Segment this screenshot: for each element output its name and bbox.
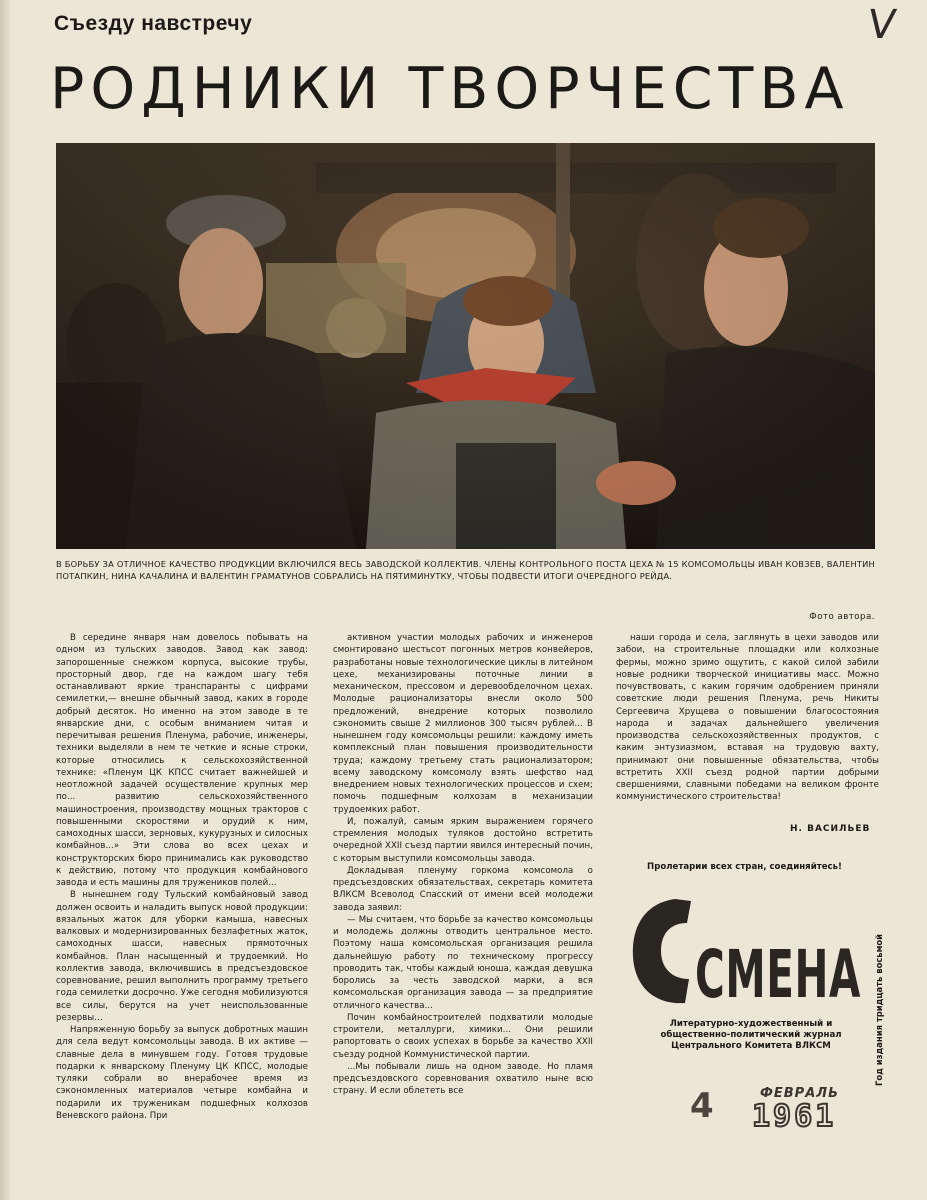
paragraph: В нынешнем году Тульский комбайновый завод должен освоить и наладить выпуск новой продукции: вязальных жаток для уборки камыша, навесных валковых и модернизированных безлафетных жаток, самоходных шасси, навесных прямоточных комбайнов. План насыщенный и трудоемкий. Но коллектив завода, включившись в предсъездовское соревнование, решил выполнить программу третьего года семилетки досрочно. Уже сегодня мобилизуются все силы, берутся на учет неиспользованные резервы... (56, 890, 308, 1023)
paragraph: наши города и села, заглянуть в цехи заводов или забои, на строительные площадки или колхозные фермы, можно зримо ощутить, с какой силой забили новые родники творческой инициативы масс. Можно почувствовать, с каким горячим одобрением приняли советские люди решения Пленума, речь Никиты Сергеевича Хрущева о повышении благосостояния народа и задачах дальнейшего увеличения производства сельскохозяйственных продуктов, с каким энтузиазмом, вставая на трудовую вахту, принимают они повышенные обязательства, чтобы встретить XXII съезд родной партии добрыми свершениями, славными победами на великом фронте коммунистического строительства! (616, 633, 879, 803)
section-kicker: Съезду навстречу (54, 12, 253, 35)
paragraph: активном участии молодых рабочих и инженеров смонтировано шестьсот погонных метров конвейеров, разработаны новые технологические циклы в литейном цехе, механизированы поточные линии в механическом, прессовом и деревообделочном цехах. Молодые рационализаторы внесли около 500 предложений, внедрение которых позволило сэкономить свыше 2 миллионов 300 тысяч рублей... В нынешнем году комсомольцы решили: каждому иметь комплексный план повышения производительности труда; каждому третьему стать рационализатором; всему заводскому комсомолу взять шефство над внедрением новых технологических процессов и схем; помочь подшефным колхозам в механизации трудоемких работ. (333, 633, 593, 815)
logo-text: СМЕНА (695, 936, 861, 1011)
journal-description: Литературно-художественный и общественно-политический журнал Центрального Комитета ВЛКСМ (660, 1019, 842, 1051)
article-column-2 (333, 632, 593, 1098)
page-edge (0, 0, 10, 1200)
workers-photo-illustration (56, 143, 875, 549)
paragraph: Почин комбайностроителей подхватили молодые строители, металлурги, химики... Они решили рапортовать о своих успехах в борьбе за качество XXII съезду родной Коммунистической партии. (333, 1012, 593, 1060)
photo-credit: Фото автора. (809, 612, 875, 622)
article-column-3 (616, 632, 879, 804)
masthead-slogan: Пролетарии всех стран, соединяйтесь! (647, 862, 842, 872)
publication-year-note: Год издания тридцать восьмой (874, 933, 884, 1086)
paragraph: И, пожалуй, самым ярким выражением горячего стремления молодых туляков достойно встретить очередной XXII съезд партии явился интересный почин, с которым выступили комсомольцы завода. (333, 816, 593, 864)
handwritten-checkmark: V (864, 2, 899, 48)
smena-logo (627, 893, 867, 1015)
issue-number: 4 (690, 1086, 714, 1126)
paragraph: Докладывая пленуму горкома комсомола о предсъездовских обязательствах, секретарь комитета ВЛКСМ Всеволод Спасский от имени всей молодежи завода заявил: (333, 865, 593, 913)
paragraph: Напряженную борьбу за выпуск добротных машин для села ведут комсомольцы завода. В их активе — славные дела в минувшем году. Готовя трудовые подарки к январскому Пленуму ЦК КПСС, молодые туляки собрали во внерабочее время из сэкономленных материалов четыре комбайна и подарили их труженикам подшефных колхозов Веневского района. При (56, 1025, 308, 1121)
paragraph: — Мы считаем, что борьбе за качество комсомольцы и молодежь должны отводить центральное место. Поэтому наша комсомольская организация решила дальнейшую работу по техническому прогрессу проводить так, чтобы каждый юноша, каждая девушка боролись за честь заводской марки, а вся комсомольская организация завода — за предприятие отличного качества... (333, 914, 593, 1011)
article-headline: РОДНИКИ ТВОРЧЕСТВА (50, 56, 850, 122)
article-column-1 (56, 632, 308, 1122)
issue-year: 1961 (752, 1099, 837, 1134)
paragraph: ...Мы побывали лишь на одном заводе. Но пламя предсъездовского соревнования охватило ныне всю страну. И если облететь все (333, 1061, 593, 1097)
issue-month: ФЕВРАЛЬ (760, 1086, 839, 1101)
paragraph: В середине января нам довелось побывать на одном из тульских заводов. Завод как завод: запорошенные снежком корпуса, высокие трубы, просторный двор, где на каждом шагу тебя останавливают яркие транспаранты с цифрами семилетки,— внешне обычный завод, каких в городе добрый десяток. Но именно на этом заводе в те январские дни, с особым вниманием читая и перечитывая решения Пленума, рабочие, инженеры, техники выделяли в нем те четкие и ясные строки, которые относились к сельскохозяйственной технике: «Пленум ЦК КПСС считает важнейшей и неотложной задачей осуществление крупных мер по... развитию сельскохозяйственного машиностроения, производству мощных тракторов с повышенными скоростями и орудий к ним, самоходных шасси, зерновых, кукурузных и силосных комбайнов...» Эти слова во всех цехах и конструкторских бюро принимались как руководство к действию, потому что продукция комбайнового завода и есть машины для тружеников полей... (56, 633, 308, 888)
photo-caption: В БОРЬБУ ЗА ОТЛИЧНОЕ КАЧЕСТВО ПРОДУКЦИИ ВКЛЮЧИЛСЯ ВЕСЬ ЗАВОДСКОЙ КОЛЛЕКТИВ. ЧЛЕНЫ КОНТРОЛЬНОГО ПОСТА ЦЕХА № 15 КОМСОМОЛЬЦЫ ИВАН КОВЗЕВ, ВАЛЕНТИН ПОТАПКИН, НИНА КАЧАЛИНА И ВАЛЕНТИН ГРАМАТУНОВ СОБРАЛИСЬ НА ПЯТИМИНУТКУ, ЧТОБЫ ПОДВЕСТИ ИТОГИ ОЧЕРЕДНОГО РЕЙДА. (56, 559, 875, 581)
author-signature: Н. ВАСИЛЬЕВ (790, 824, 871, 834)
article-photo (56, 143, 875, 549)
